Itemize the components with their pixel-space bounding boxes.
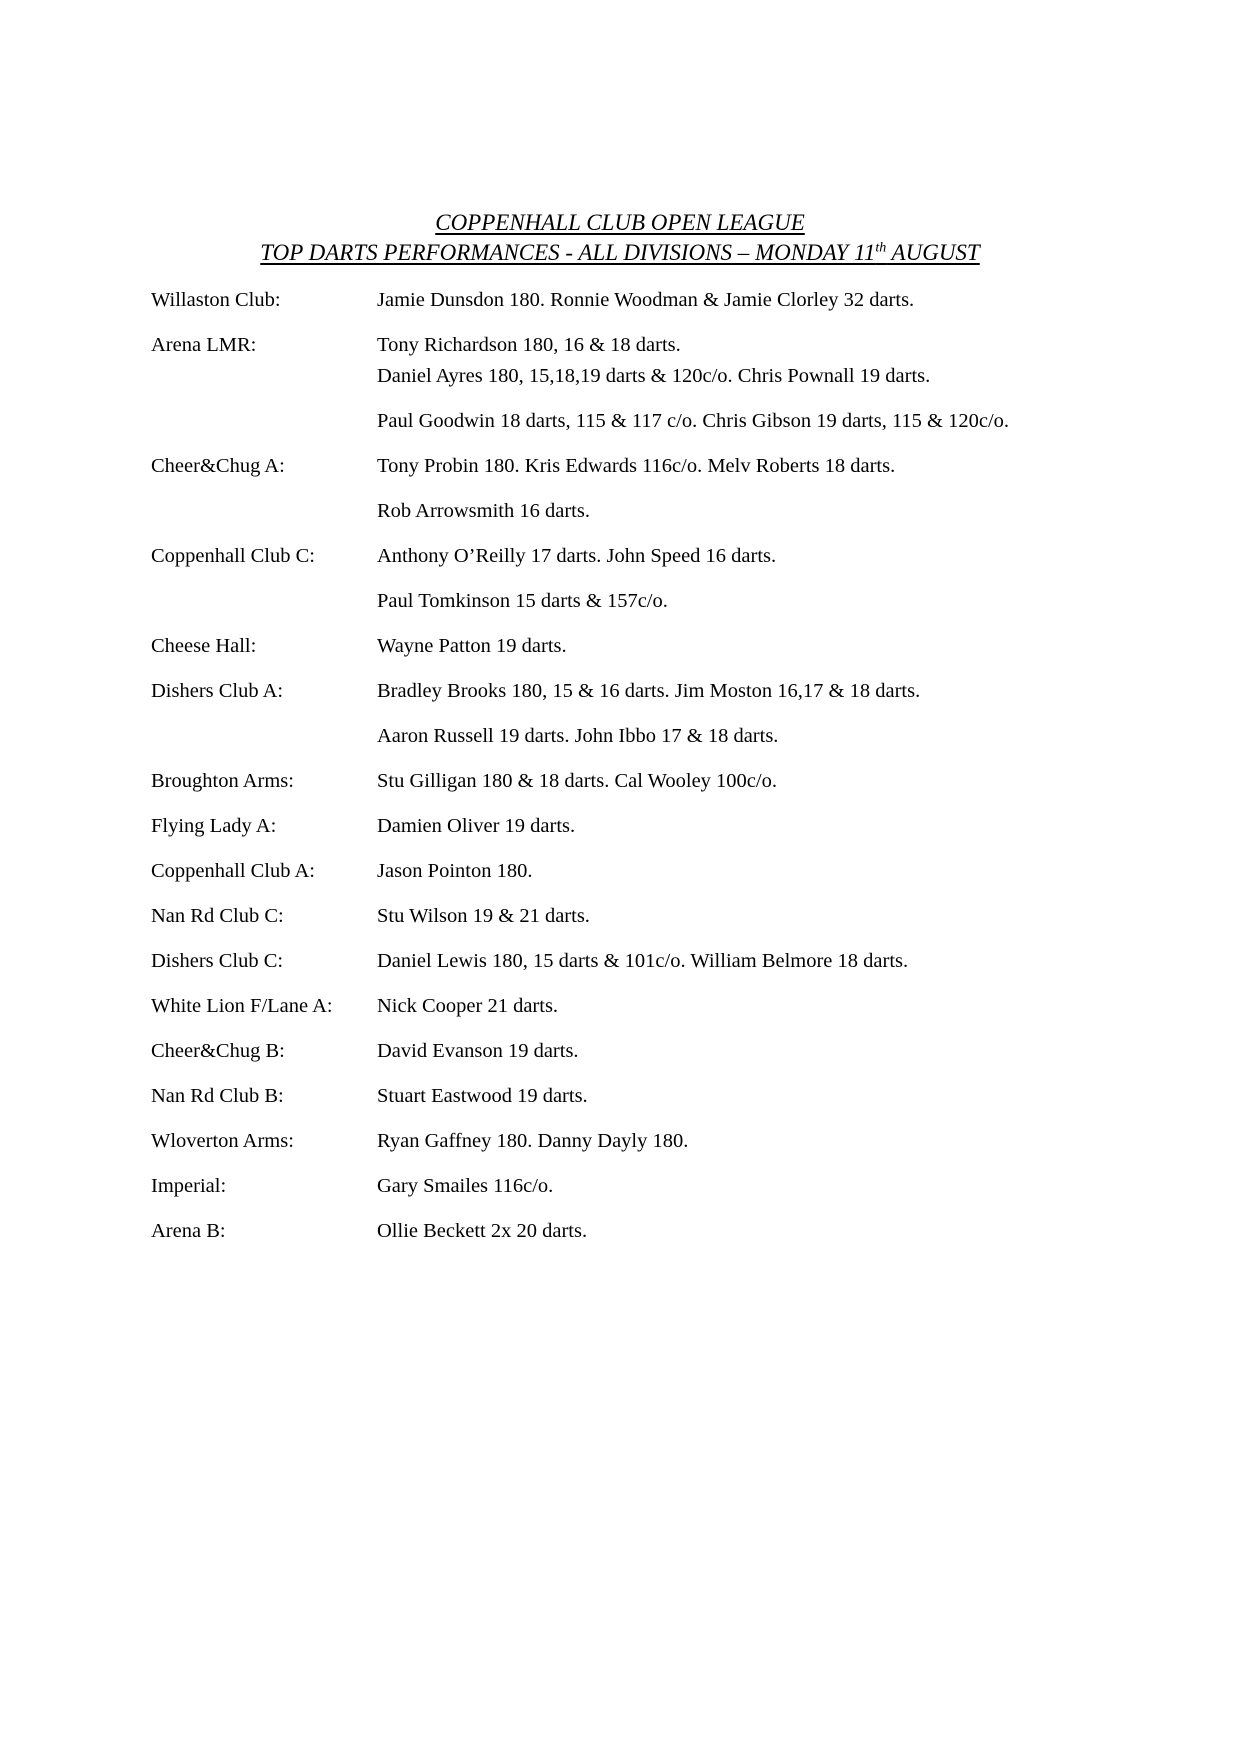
club-performances [377,631,1151,662]
club-name: Coppenhall Club C: [151,545,315,567]
title-line-2 [0,238,1240,268]
performance-line: Stu Wilson 19 & 21 darts. [377,905,590,927]
club-name: Flying Lady A: [151,815,277,837]
performance-line: Ollie Beckett 2x 20 darts. [377,1220,588,1242]
club-name: Cheer&Chug A: [151,455,285,477]
club-name: Cheer&Chug B: [151,1040,285,1062]
club-performances [377,1126,1151,1157]
title-line-2-text: TOP DARTS PERFORMANCES - ALL DIVISIONS – MONDAY 11 [260,240,876,265]
club-performances [377,856,1151,887]
club-name: Dishers Club A: [151,680,284,702]
club-entry [151,285,1151,316]
title-line-1: COPPENHALL CLUB OPEN LEAGUE [435,210,805,235]
performance-line: Nick Cooper 21 darts. [377,995,559,1017]
club-performances [377,451,1151,527]
club-entry [151,451,1151,527]
performance-line: Ryan Gaffney 180. Danny Dayly 180. [377,1130,689,1152]
performance-line: Jason Pointon 180. [377,860,533,882]
title-line-2-month: AUGUST [886,240,980,265]
club-entry [151,811,1151,842]
club-name: Dishers Club C: [151,950,284,972]
club-performances [377,1036,1151,1067]
club-performances [377,541,1151,617]
club-name: Willaston Club: [151,289,281,311]
club-entry [151,676,1151,752]
performance-line: Bradley Brooks 180, 15 & 16 darts. Jim Moston 16,17 & 18 darts. [377,680,921,702]
club-name: Imperial: [151,1175,227,1197]
club-performances [377,1081,1151,1112]
club-entry [151,1216,1151,1247]
performance-line: Tony Probin 180. Kris Edwards 116c/o. Melv Roberts 18 darts. [377,455,896,477]
club-entry [151,991,1151,1022]
club-performances [377,901,1151,932]
club-performances [377,285,1151,316]
club-name: Arena LMR: [151,334,257,356]
club-entry [151,631,1151,662]
club-name: Nan Rd Club C: [151,905,284,927]
club-performances [377,676,1151,752]
club-name: Wloverton Arms: [151,1130,294,1152]
club-entry [151,541,1151,617]
performance-line: Tony Richardson 180, 16 & 18 darts. [377,334,681,356]
club-name: Nan Rd Club B: [151,1085,284,1107]
performance-line: Anthony O’Reilly 17 darts. John Speed 16 darts. [377,545,777,567]
club-entry [151,1126,1151,1157]
club-performances [377,330,1151,437]
performance-line: Stuart Eastwood 19 darts. [377,1085,588,1107]
club-name: White Lion F/Lane A: [151,995,333,1017]
club-performances [377,991,1151,1022]
performance-line: Damien Oliver 19 darts. [377,815,576,837]
club-entry [151,946,1151,977]
performance-line: Paul Goodwin 18 darts, 115 & 117 c/o. Chris Gibson 19 darts, 115 & 120c/o. [377,410,1010,432]
club-performances [377,1171,1151,1202]
club-name: Coppenhall Club A: [151,860,315,882]
performance-line: Aaron Russell 19 darts. John Ibbo 17 & 18 darts. [377,725,779,747]
club-performances [377,1216,1151,1247]
club-entry [151,856,1151,887]
club-name: Cheese Hall: [151,635,257,657]
club-entry [151,1036,1151,1067]
performance-line: Gary Smailes 116c/o. [377,1175,554,1197]
title-ordinal-suffix: th [875,240,887,256]
club-name: Broughton Arms: [151,770,294,792]
club-performances [377,946,1151,977]
club-entry [151,766,1151,797]
club-entry [151,1081,1151,1112]
club-entry [151,330,1151,437]
document-title [0,208,1240,268]
performance-list [151,285,1151,1247]
performance-line: Wayne Patton 19 darts. [377,635,567,657]
club-name: Arena B: [151,1220,226,1242]
club-entry [151,1171,1151,1202]
club-performances [377,766,1151,797]
performance-line: Stu Gilligan 180 & 18 darts. Cal Wooley 100c/o. [377,770,777,792]
performance-line: Daniel Ayres 180, 15,18,19 darts & 120c/o. Chris Pownall 19 darts. [377,365,931,387]
performance-line: Rob Arrowsmith 16 darts. [377,500,590,522]
performance-line: Daniel Lewis 180, 15 darts & 101c/o. William Belmore 18 darts. [377,950,909,972]
performance-line: Jamie Dunsdon 180. Ronnie Woodman & Jamie Clorley 32 darts. [377,289,915,311]
club-performances [377,811,1151,842]
club-entry [151,901,1151,932]
performance-line: David Evanson 19 darts. [377,1040,579,1062]
performance-line: Paul Tomkinson 15 darts & 157c/o. [377,590,668,612]
